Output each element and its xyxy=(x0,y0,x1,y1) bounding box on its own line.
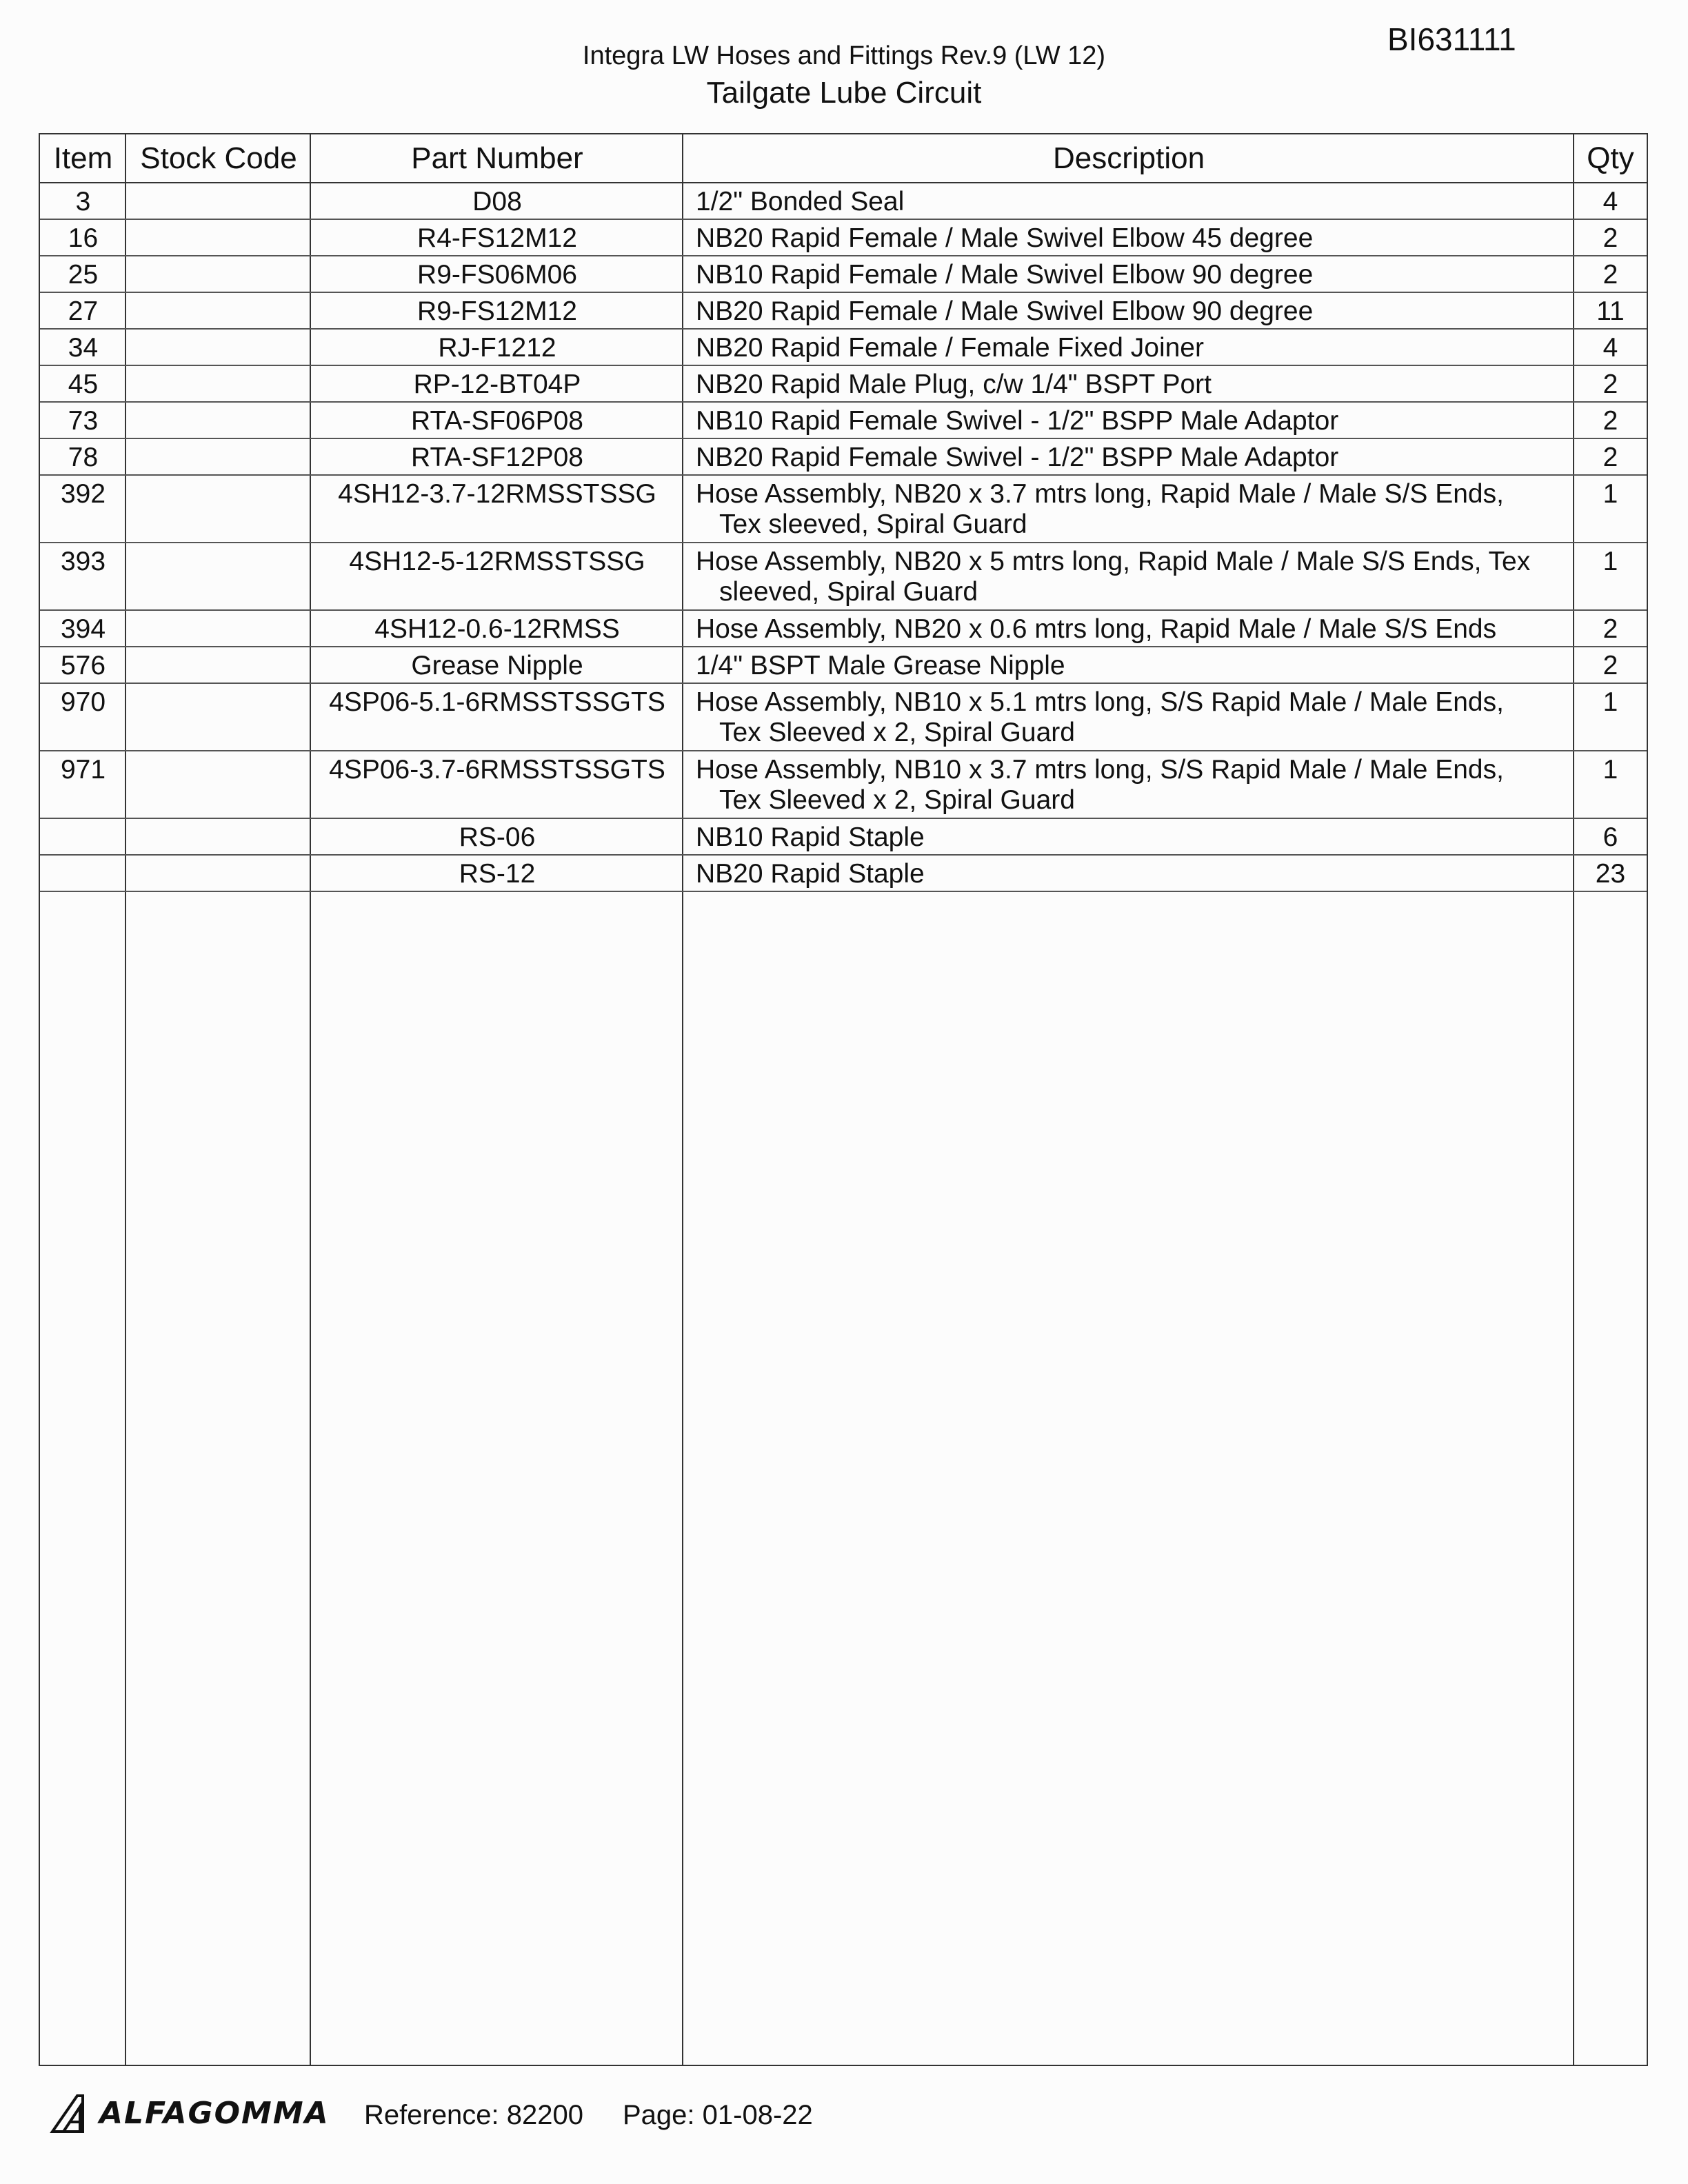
description-line: NB20 Rapid Female / Male Swivel Elbow 90 degree xyxy=(696,296,1314,326)
part-number-cell: RJ-F1212 xyxy=(311,329,683,365)
parts-table xyxy=(40,134,1647,892)
part-number-cell: R9-FS06M06 xyxy=(311,256,683,292)
part-number-cell: 4SH12-5-12RMSSTSSG xyxy=(311,543,683,610)
description-cell xyxy=(683,402,1574,438)
item-cell: 25 xyxy=(40,256,126,292)
item-cell: 34 xyxy=(40,329,126,365)
stock-code-cell xyxy=(126,647,311,683)
qty-cell: 2 xyxy=(1574,610,1647,647)
part-number-cell: 4SP06-3.7-6RMSSTSSGTS xyxy=(311,751,683,818)
table-row xyxy=(40,683,1647,751)
table-row xyxy=(40,256,1647,292)
stock-code-cell xyxy=(126,219,311,256)
item-cell: 16 xyxy=(40,219,126,256)
description-cell xyxy=(683,647,1574,683)
part-number-cell: RTA-SF06P08 xyxy=(311,402,683,438)
description-line: 1/2" Bonded Seal xyxy=(696,187,905,216)
description-line: NB10 Rapid Female Swivel - 1/2" BSPP Male Adaptor xyxy=(696,406,1339,436)
stock-code-cell xyxy=(126,610,311,647)
description-line: NB20 Rapid Female / Male Swivel Elbow 45 degree xyxy=(696,223,1314,253)
item-cell: 78 xyxy=(40,438,126,475)
page-label: Page: 01-08-22 xyxy=(623,2100,813,2130)
stock-code-cell xyxy=(126,402,311,438)
description-cell xyxy=(683,219,1574,256)
table-row xyxy=(40,402,1647,438)
description-line: Hose Assembly, NB20 x 5 mtrs long, Rapid Male / Male S/S Ends, Tex xyxy=(696,547,1531,576)
part-number-cell: 4SP06-5.1-6RMSSTSSGTS xyxy=(311,683,683,751)
part-number-cell: 4SH12-0.6-12RMSS xyxy=(311,610,683,647)
description-cell xyxy=(683,610,1574,647)
part-number-cell: RS-12 xyxy=(311,855,683,891)
item-cell: 394 xyxy=(40,610,126,647)
description-cell xyxy=(683,365,1574,402)
qty-cell: 2 xyxy=(1574,438,1647,475)
qty-cell: 2 xyxy=(1574,219,1647,256)
description-cell xyxy=(683,475,1574,543)
table-row xyxy=(40,183,1647,219)
description-cell xyxy=(683,292,1574,329)
stock-code-cell xyxy=(126,292,311,329)
description-line: NB20 Rapid Male Plug, c/w 1/4" BSPT Port xyxy=(696,370,1212,399)
description-line: Hose Assembly, NB20 x 0.6 mtrs long, Rapid Male / Male S/S Ends xyxy=(696,614,1497,644)
item-cell: 73 xyxy=(40,402,126,438)
table-row xyxy=(40,647,1647,683)
description-line: NB10 Rapid Staple xyxy=(696,822,925,852)
description-line: NB10 Rapid Female / Male Swivel Elbow 90 degree xyxy=(696,260,1314,290)
table-header-row xyxy=(40,134,1647,183)
document-subtitle: Tailgate Lube Circuit xyxy=(706,76,982,110)
column-header-qty: Qty xyxy=(1574,134,1647,183)
description-cell xyxy=(683,438,1574,475)
stock-code-cell xyxy=(126,475,311,543)
description-cell xyxy=(683,751,1574,818)
table-row xyxy=(40,818,1647,855)
description-continuation-line: Tex sleeved, Spiral Guard xyxy=(719,509,1027,539)
stock-code-cell xyxy=(126,543,311,610)
qty-cell: 2 xyxy=(1574,365,1647,402)
description-continuation-line: Tex Sleeved x 2, Spiral Guard xyxy=(719,718,1075,747)
qty-cell: 2 xyxy=(1574,402,1647,438)
qty-cell: 23 xyxy=(1574,855,1647,891)
part-number-cell: D08 xyxy=(311,183,683,219)
part-number-cell: R9-FS12M12 xyxy=(311,292,683,329)
part-number-cell: Grease Nipple xyxy=(311,647,683,683)
description-line: Hose Assembly, NB20 x 3.7 mtrs long, Rapid Male / Male S/S Ends, xyxy=(696,479,1504,509)
qty-cell: 1 xyxy=(1574,543,1647,610)
description-continuation-line: Tex Sleeved x 2, Spiral Guard xyxy=(719,785,1075,815)
description-line: 1/4" BSPT Male Grease Nipple xyxy=(696,651,1065,680)
table-row xyxy=(40,329,1647,365)
description-line: Hose Assembly, NB10 x 3.7 mtrs long, S/S Rapid Male / Male Ends, xyxy=(696,755,1504,785)
description-cell xyxy=(683,855,1574,891)
part-number-cell: 4SH12-3.7-12RMSSTSSG xyxy=(311,475,683,543)
part-number-cell: R4-FS12M12 xyxy=(311,219,683,256)
brand-logo xyxy=(50,2089,330,2137)
stock-code-cell xyxy=(126,365,311,402)
table-row xyxy=(40,365,1647,402)
table-row xyxy=(40,475,1647,543)
description-cell xyxy=(683,683,1574,751)
stock-code-cell xyxy=(126,818,311,855)
table-row xyxy=(40,751,1647,818)
table-row xyxy=(40,610,1647,647)
qty-cell: 4 xyxy=(1574,183,1647,219)
qty-cell: 2 xyxy=(1574,256,1647,292)
brand-name: ALFAGOMMA xyxy=(99,2095,330,2131)
document-id: BI631111 xyxy=(1387,21,1516,57)
part-number-cell: RTA-SF12P08 xyxy=(311,438,683,475)
qty-cell: 1 xyxy=(1574,683,1647,751)
reference-number: Reference: 82200 xyxy=(364,2100,584,2130)
part-number-cell: RS-06 xyxy=(311,818,683,855)
item-cell: 393 xyxy=(40,543,126,610)
item-cell: 971 xyxy=(40,751,126,818)
column-header-item: Item xyxy=(40,134,126,183)
stock-code-cell xyxy=(126,683,311,751)
description-line: NB20 Rapid Staple xyxy=(696,859,925,889)
alfagomma-logo-icon xyxy=(50,2092,92,2134)
qty-cell: 4 xyxy=(1574,329,1647,365)
description-cell xyxy=(683,543,1574,610)
table-row xyxy=(40,543,1647,610)
description-line: NB20 Rapid Female Swivel - 1/2" BSPP Male Adaptor xyxy=(696,443,1339,472)
item-cell xyxy=(40,855,126,891)
item-cell xyxy=(40,818,126,855)
column-header-part-number: Part Number xyxy=(311,134,683,183)
stock-code-cell xyxy=(126,256,311,292)
table-row xyxy=(40,292,1647,329)
qty-cell: 2 xyxy=(1574,647,1647,683)
description-continuation-line: sleeved, Spiral Guard xyxy=(719,577,978,607)
qty-cell: 1 xyxy=(1574,751,1647,818)
item-cell: 45 xyxy=(40,365,126,402)
stock-code-cell xyxy=(126,438,311,475)
qty-cell: 1 xyxy=(1574,475,1647,543)
description-line: NB20 Rapid Female / Female Fixed Joiner xyxy=(696,333,1204,363)
stock-code-cell xyxy=(126,183,311,219)
description-cell xyxy=(683,329,1574,365)
description-cell xyxy=(683,183,1574,219)
item-cell: 576 xyxy=(40,647,126,683)
stock-code-cell xyxy=(126,329,311,365)
column-header-description: Description xyxy=(683,134,1574,183)
column-header-stock-code: Stock Code xyxy=(126,134,311,183)
parts-table-frame xyxy=(39,133,1648,2066)
table-row xyxy=(40,438,1647,475)
item-cell: 970 xyxy=(40,683,126,751)
stock-code-cell xyxy=(126,855,311,891)
document-title: Integra LW Hoses and Fittings Rev.9 (LW 12) xyxy=(582,41,1106,70)
item-cell: 392 xyxy=(40,475,126,543)
table-row xyxy=(40,219,1647,256)
description-line: Hose Assembly, NB10 x 5.1 mtrs long, S/S Rapid Male / Male Ends, xyxy=(696,687,1504,717)
stock-code-cell xyxy=(126,751,311,818)
qty-cell: 11 xyxy=(1574,292,1647,329)
qty-cell: 6 xyxy=(1574,818,1647,855)
table-row xyxy=(40,855,1647,891)
item-cell: 27 xyxy=(40,292,126,329)
item-cell: 3 xyxy=(40,183,126,219)
description-cell xyxy=(683,256,1574,292)
description-cell xyxy=(683,818,1574,855)
part-number-cell: RP-12-BT04P xyxy=(311,365,683,402)
